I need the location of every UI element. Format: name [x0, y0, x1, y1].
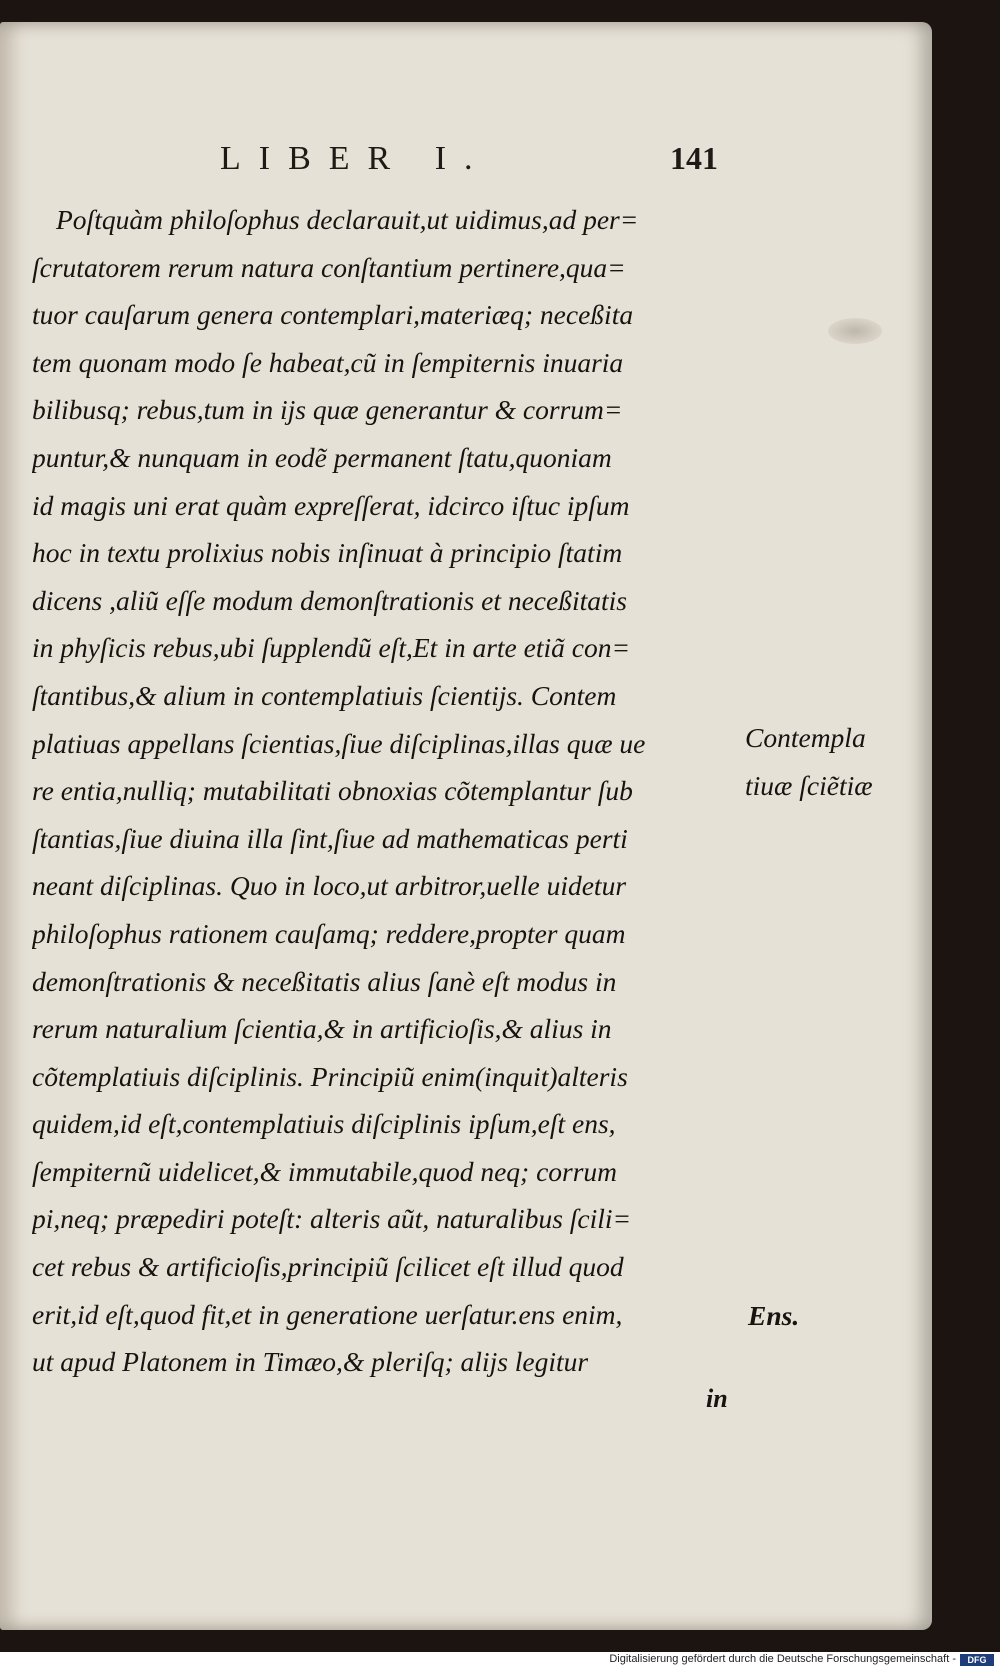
text-line: cet rebus & artificioſis,principiũ ſcilicet eſt illud quod [32, 1251, 624, 1283]
marginal-note-line: tiuæ ſciẽtiæ [745, 769, 873, 801]
text-line: platiuas appellans ſcientias,ſiue diſciplinas,illas quæ ue [32, 727, 646, 759]
text-line: erit,id eſt,quod fit,et in generatione uerſatur.ens enim, [32, 1298, 623, 1330]
marginal-note-ens: Ens. [748, 1300, 800, 1331]
running-head-title: LIBER I. [220, 140, 491, 177]
text-line: ſtantibus,& alium in contemplatiuis ſcientijs. Contem [32, 679, 617, 711]
text-line: ſempiternũ uidelicet,& immutabile,quod neq; corrum [32, 1155, 618, 1187]
text-line: hoc in textu prolixius nobis inſinuat à principio ſtatim [32, 537, 623, 569]
text-line: tuor cauſarum genera contemplari,materiæq; neceßita [32, 299, 634, 331]
text-line: dicens ,aliũ eſſe modum demonſtrationis et neceßitatis [32, 584, 627, 616]
text-line: quidem,id eſt,contemplatiuis diſciplinis ipſum,eſt ens, [32, 1108, 616, 1140]
text-line: ſtantias,ſiue diuina illa ſint,ſiue ad mathematicas perti [32, 822, 628, 854]
text-line: id magis uni erat quàm expreſſerat, idcirco iſtuc ipſum [32, 489, 630, 521]
text-line: demonſtrationis & neceßitatis alius ſanè eſt modus in [32, 965, 617, 997]
text-line: tem quonam modo ſe habeat,cũ in ſempiternis inuaria [32, 346, 624, 378]
text-line: re entia,nulliq; mutabilitati obnoxias cõtemplantur ſub [32, 775, 633, 807]
text-line: pi,neq; præpediri poteſt: alteris aũt, naturalibus ſcili= [32, 1203, 632, 1235]
text-line: in phyſicis rebus,ubi ſupplendũ eſt,Et in arte etiã con= [32, 632, 631, 664]
text-line: philoſophus rationem cauſamq; reddere,propter quam [32, 917, 626, 949]
running-head [0, 140, 932, 180]
marginal-note-contemplatiuae [745, 714, 873, 809]
text-line: neant diſciplinas. Quo in loco,ut arbitror,uelle uidetur [32, 870, 627, 902]
dfg-logo-icon[interactable]: DFG [960, 1654, 994, 1666]
text-line: puntur,& nunquam in eodẽ permanent ſtatu,quoniam [32, 441, 612, 473]
text-line: ſcrutatorem rerum natura conſtantium pertinere,qua= [32, 251, 626, 283]
ink-smudge [828, 318, 882, 344]
main-text-block [32, 196, 732, 1386]
text-line: ut apud Platonem in Timæo,& pleriſq; alijs legitur [32, 1346, 589, 1378]
catchword: in [706, 1384, 728, 1413]
text-line: Poſtquàm philoſophus declarauit,ut uidimus,ad per= [56, 204, 639, 235]
marginal-note-line: Contempla [745, 722, 866, 753]
text-line: cõtemplatiuis diſciplinis. Principiũ enim(inquit)alteris [32, 1060, 628, 1092]
text-line: rerum naturalium ſcientia,& in artificioſis,& alius in [32, 1013, 612, 1045]
text-line: bilibusq; rebus,tum in ijs quæ generantur & corrum= [32, 394, 623, 426]
page-number: 141 [670, 140, 718, 176]
digitization-footer [0, 1652, 1000, 1668]
footer-credit: Digitalisierung gefördert durch die Deutsche Forschungsgemeinschaft - [609, 1653, 956, 1665]
